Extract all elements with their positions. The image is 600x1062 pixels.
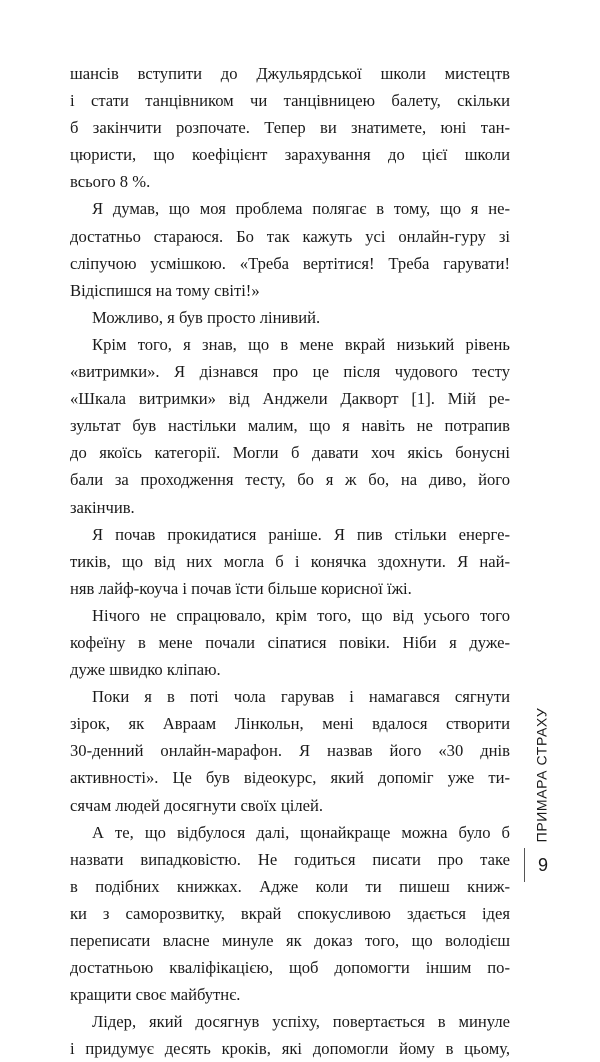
text-line: в подібних книжках. Адже коли ти пишеш книж- bbox=[70, 876, 510, 896]
text-line: Я почав прокидатися раніше. Я пив стільки енерге- bbox=[92, 524, 510, 544]
text-line: дуже швидко кліпаю. bbox=[70, 660, 221, 680]
text-line: бали за проходження тесту, бо я ж бо, на диво, його bbox=[70, 470, 510, 490]
running-header bbox=[528, 705, 555, 845]
text-line: Нічого не спрацювало, крім того, що від усього того bbox=[92, 605, 510, 625]
text-line: сліпучою усмішкою. «Треба вертітися! Треба гарувати! bbox=[70, 253, 510, 273]
text-line: б закінчити розпочате. Тепер ви знатимете, юні тан- bbox=[70, 118, 510, 138]
text-line: назвати випадковістю. Не годиться писати про таке bbox=[70, 849, 510, 869]
text-line: ки з саморозвитку, вкрай спокусливою здається ідея bbox=[70, 903, 510, 923]
text-line: Можливо, я був просто лінивий. bbox=[92, 307, 321, 327]
text-line: Відіспишся на тому світі!» bbox=[70, 280, 260, 300]
text-line: достатньо стараюся. Бо так кажуть усі онлайн-гуру зі bbox=[70, 226, 510, 246]
text-line: закінчив. bbox=[70, 497, 135, 517]
text-line: цюристи, що коефіцієнт зарахування до цієї школи bbox=[70, 145, 510, 165]
text-line: Крім того, я знав, що в мене вкрай низький рівень bbox=[92, 334, 510, 354]
text-line: няв лайф-коуча і почав їсти більше корисної їжі. bbox=[70, 578, 412, 598]
text-line: кращити своє майбутнє. bbox=[70, 985, 241, 1005]
text-line: А те, що відбулося далі, щонайкраще можна було б bbox=[92, 822, 510, 842]
text-line: переписати власне минуле як доказ того, що володієш bbox=[70, 931, 510, 950]
text-line: «витримки». Я дізнався про це після чудового тесту bbox=[70, 362, 510, 382]
text-line: Поки я в поті чола гарував і намагався сягнути bbox=[92, 687, 510, 707]
text-line: «Шкала витримки» від Анджели Дакворт [1]. Мій ре- bbox=[70, 389, 510, 409]
text-line: зультат був настільки малим, що я навіть не потрапив bbox=[70, 416, 510, 436]
text-line: активності». Це був відеокурс, який допоміг уже ти- bbox=[70, 768, 510, 788]
text-line: Я думав, що моя проблема полягає в тому, що я не- bbox=[92, 199, 510, 219]
text-line: до якоїсь категорії. Могли б давати хоч якісь бонусні bbox=[70, 443, 510, 463]
page-number-divider bbox=[524, 848, 525, 882]
text-line: Лідер, який досягнув успіху, повертається в минуле bbox=[92, 1012, 510, 1032]
text-line: кофеїну в мене почали сіпатися повіки. Ніби я дуже- bbox=[70, 632, 510, 652]
running-header-text: ПРИМАРА СТРАХУ bbox=[533, 707, 550, 843]
text-line: сячам людей досягнути своїх цілей. bbox=[70, 795, 324, 815]
text-line: достатньою кваліфікацією, щоб допомогти іншим по- bbox=[70, 958, 510, 978]
text-line: тиків, що від них могла б і конячка здохнути. Я най- bbox=[70, 551, 510, 571]
page-number: 9 bbox=[537, 855, 548, 875]
text-line: 30-денний онлайн-марафон. Я назвав його «30 днів bbox=[70, 741, 510, 761]
text-line: всього 8 %. bbox=[70, 172, 151, 192]
text-line: шансів вступити до Джульярдської школи мистецтв bbox=[70, 64, 510, 83]
text-line: зірок, як Авраам Лінкольн, мені вдалося створити bbox=[70, 714, 510, 734]
body-text bbox=[70, 60, 510, 1062]
text-line: і стати танцівником чи танцівницею балету, скільки bbox=[70, 91, 510, 111]
text-line: і придумує десять кроків, які допомогли йому в цьому, bbox=[70, 1039, 510, 1059]
